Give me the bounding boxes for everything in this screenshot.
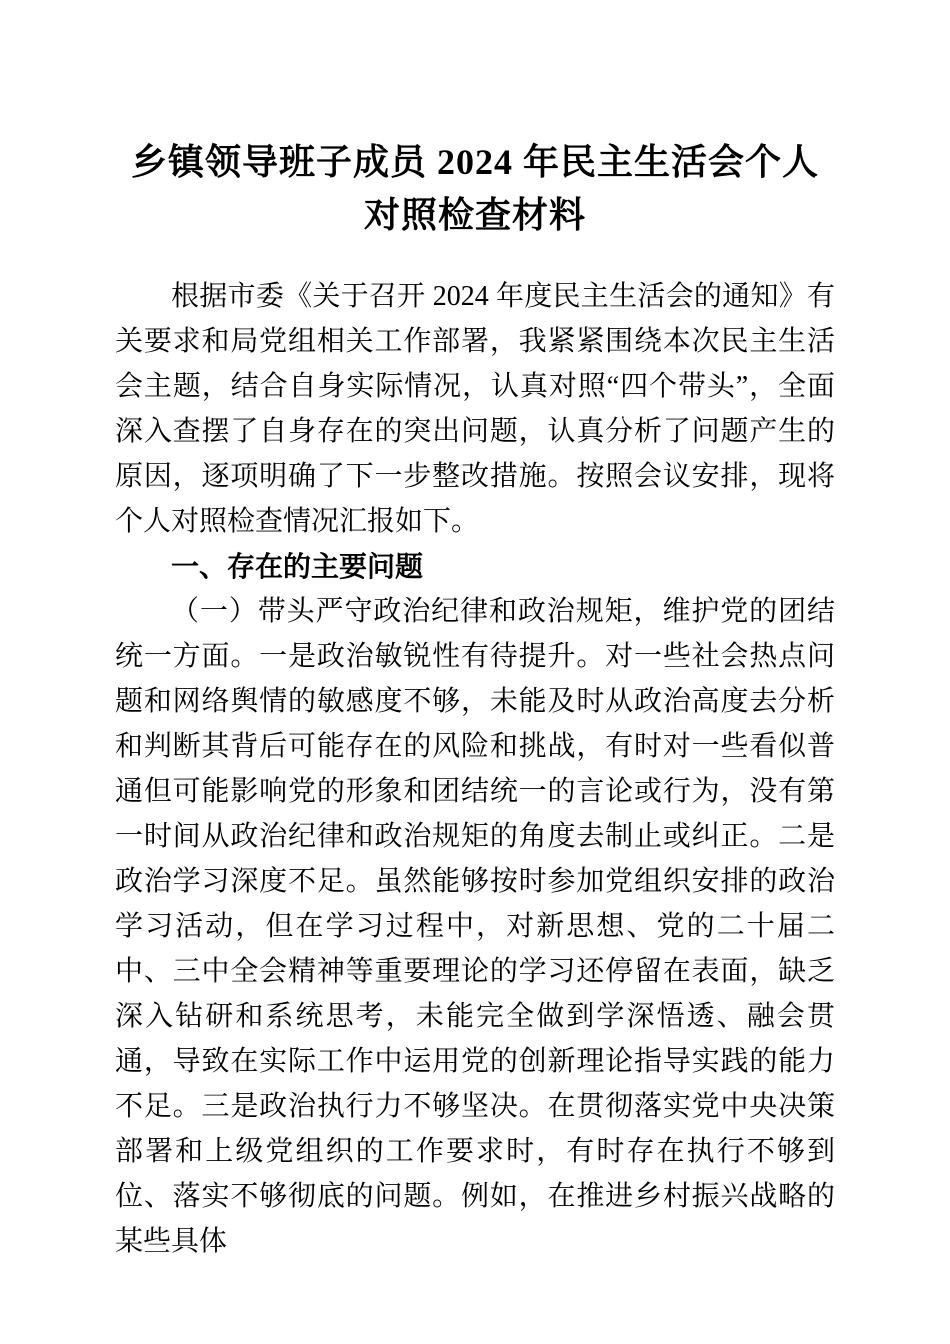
section-heading-main-problems: 一、存在的主要问题 (171, 551, 424, 582)
subsection-lead-sentence: （一）带头严守政治纪律和政治规矩，维护党的团结统一方面。 (115, 596, 835, 672)
intro-paragraph: 根据市委《关于召开 2024 年度民主生活会的通知》有关要求和局党组相关工作部署，我紧紧围绕本次民主生活会主题，结合自身实际情况，认真对照“四个带头”，全面深入查摆了自身存在的突出问题，认真分析了问题产生的原因，逐项明确了下一步整改措施。按照会议安排，现将个人对照检查情况汇报如下。 (115, 281, 835, 537)
document-title: 乡镇领导班子成员 2024 年民主生活会个人对照检查材料 (130, 142, 819, 235)
subsection-paragraph (115, 589, 835, 1264)
subsection-body-text: 一是政治敏锐性有待提升。对一些社会热点问题和网络舆情的敏感度不够，未能及时从政治高度去分析和判断其背后可能存在的风险和挑战，有时对一些看似普通但可能影响党的形象和团结统一的言论或行为，没有第一时间从政治纪律和政治规矩的角度去制止或纠正。二是政治学习深度不足。虽然能够按时参加党组织安排的政治学习活动，但在学习过程中，对新思想、党的二十届二中、三中全会精神等重要理论的学习还停留在表面，缺乏深入钻研和系统思考，未能完全做到学深悟透、融会贯通，导致在实际工作中运用党的创新理论指导实践的能力不足。三是政治执行力不够坚决。在贯彻落实党中央决策部署和上级党组织的工作要求时，有时存在执行不够到位、落实不够彻底的问题。例如，在推进乡村振兴战略的某些具体 (115, 641, 835, 1257)
document-body (115, 274, 835, 1264)
